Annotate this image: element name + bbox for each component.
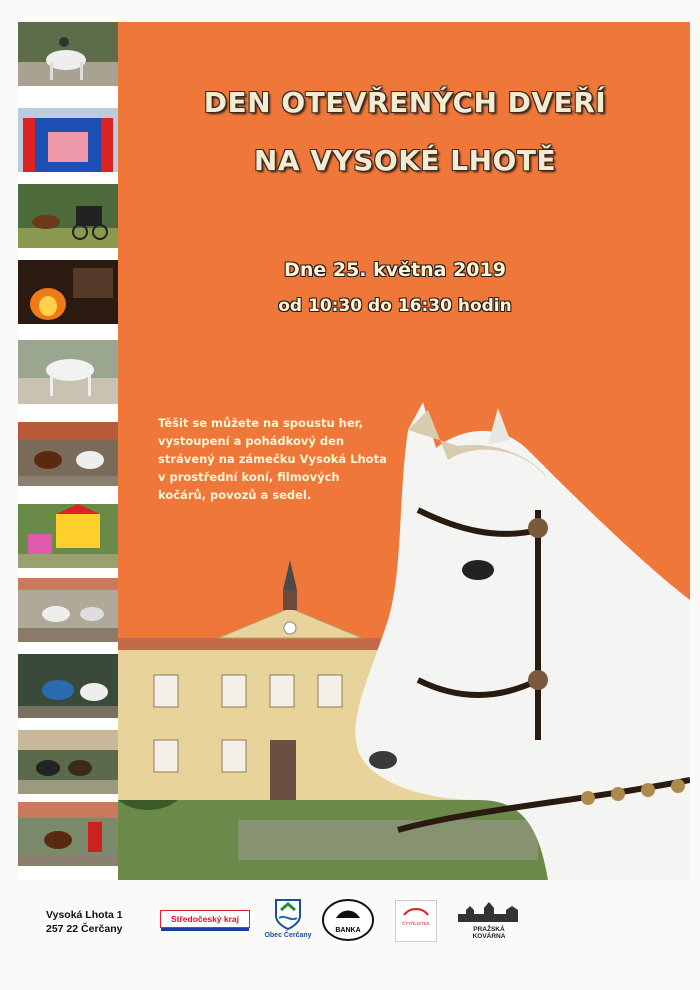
event-date: Dne 25. května 2019: [284, 259, 506, 281]
address-line-1: Vysoká Lhota 1: [46, 909, 123, 921]
photo-riders: [18, 422, 118, 486]
logo-ctyrlistek: [395, 900, 437, 942]
logo-obec-cercany: [262, 898, 314, 939]
logo-stredocesky-kraj: Středočeský kraj: [160, 910, 250, 928]
photo-riding-arena: [18, 578, 118, 642]
footer-address: [46, 908, 123, 936]
coat-of-arms-icon: [273, 898, 303, 930]
photo-horse-show: [18, 340, 118, 404]
photo-blacksmith-fire: [18, 260, 118, 324]
logo-kovarna-label: PRAŽSKÁ KOVÁRNA: [472, 926, 506, 940]
title-line-1: DEN OTEVŘENÝCH DVEŘÍ: [203, 86, 607, 119]
photo-playground: [18, 504, 118, 568]
logo-round: [322, 898, 374, 942]
photo-strip: [18, 22, 118, 880]
photo-carriage: [18, 184, 118, 248]
logo-cty-label: ČTYŘLÍSTEK: [402, 921, 430, 926]
logo-obec-label: Obec Čerčany: [264, 932, 312, 939]
photo-knights: [18, 802, 118, 866]
logo-round-label: BANKA: [335, 927, 361, 934]
photo-horse-rider: [18, 22, 118, 86]
photo-bouncy-castle: [18, 108, 118, 172]
address-line-2: 257 22 Čerčany: [46, 923, 123, 935]
photo-horses-group: [18, 730, 118, 794]
photo-costume-riders: [18, 654, 118, 718]
event-description: Těšit se můžete na spoustu her, vystoupení a pohádkový den strávený na zámečku Vysoká Lhota v prostřední koní, filmových kočárů, povozů a sedel.: [158, 416, 387, 502]
logo-prazska-kovarna: [456, 902, 522, 940]
title-line-2: NA VYSOKÉ LHOTĚ: [253, 144, 557, 177]
event-time: od 10:30 do 16:30 hodin: [278, 296, 512, 316]
castle-skyline-icon: [456, 902, 522, 924]
